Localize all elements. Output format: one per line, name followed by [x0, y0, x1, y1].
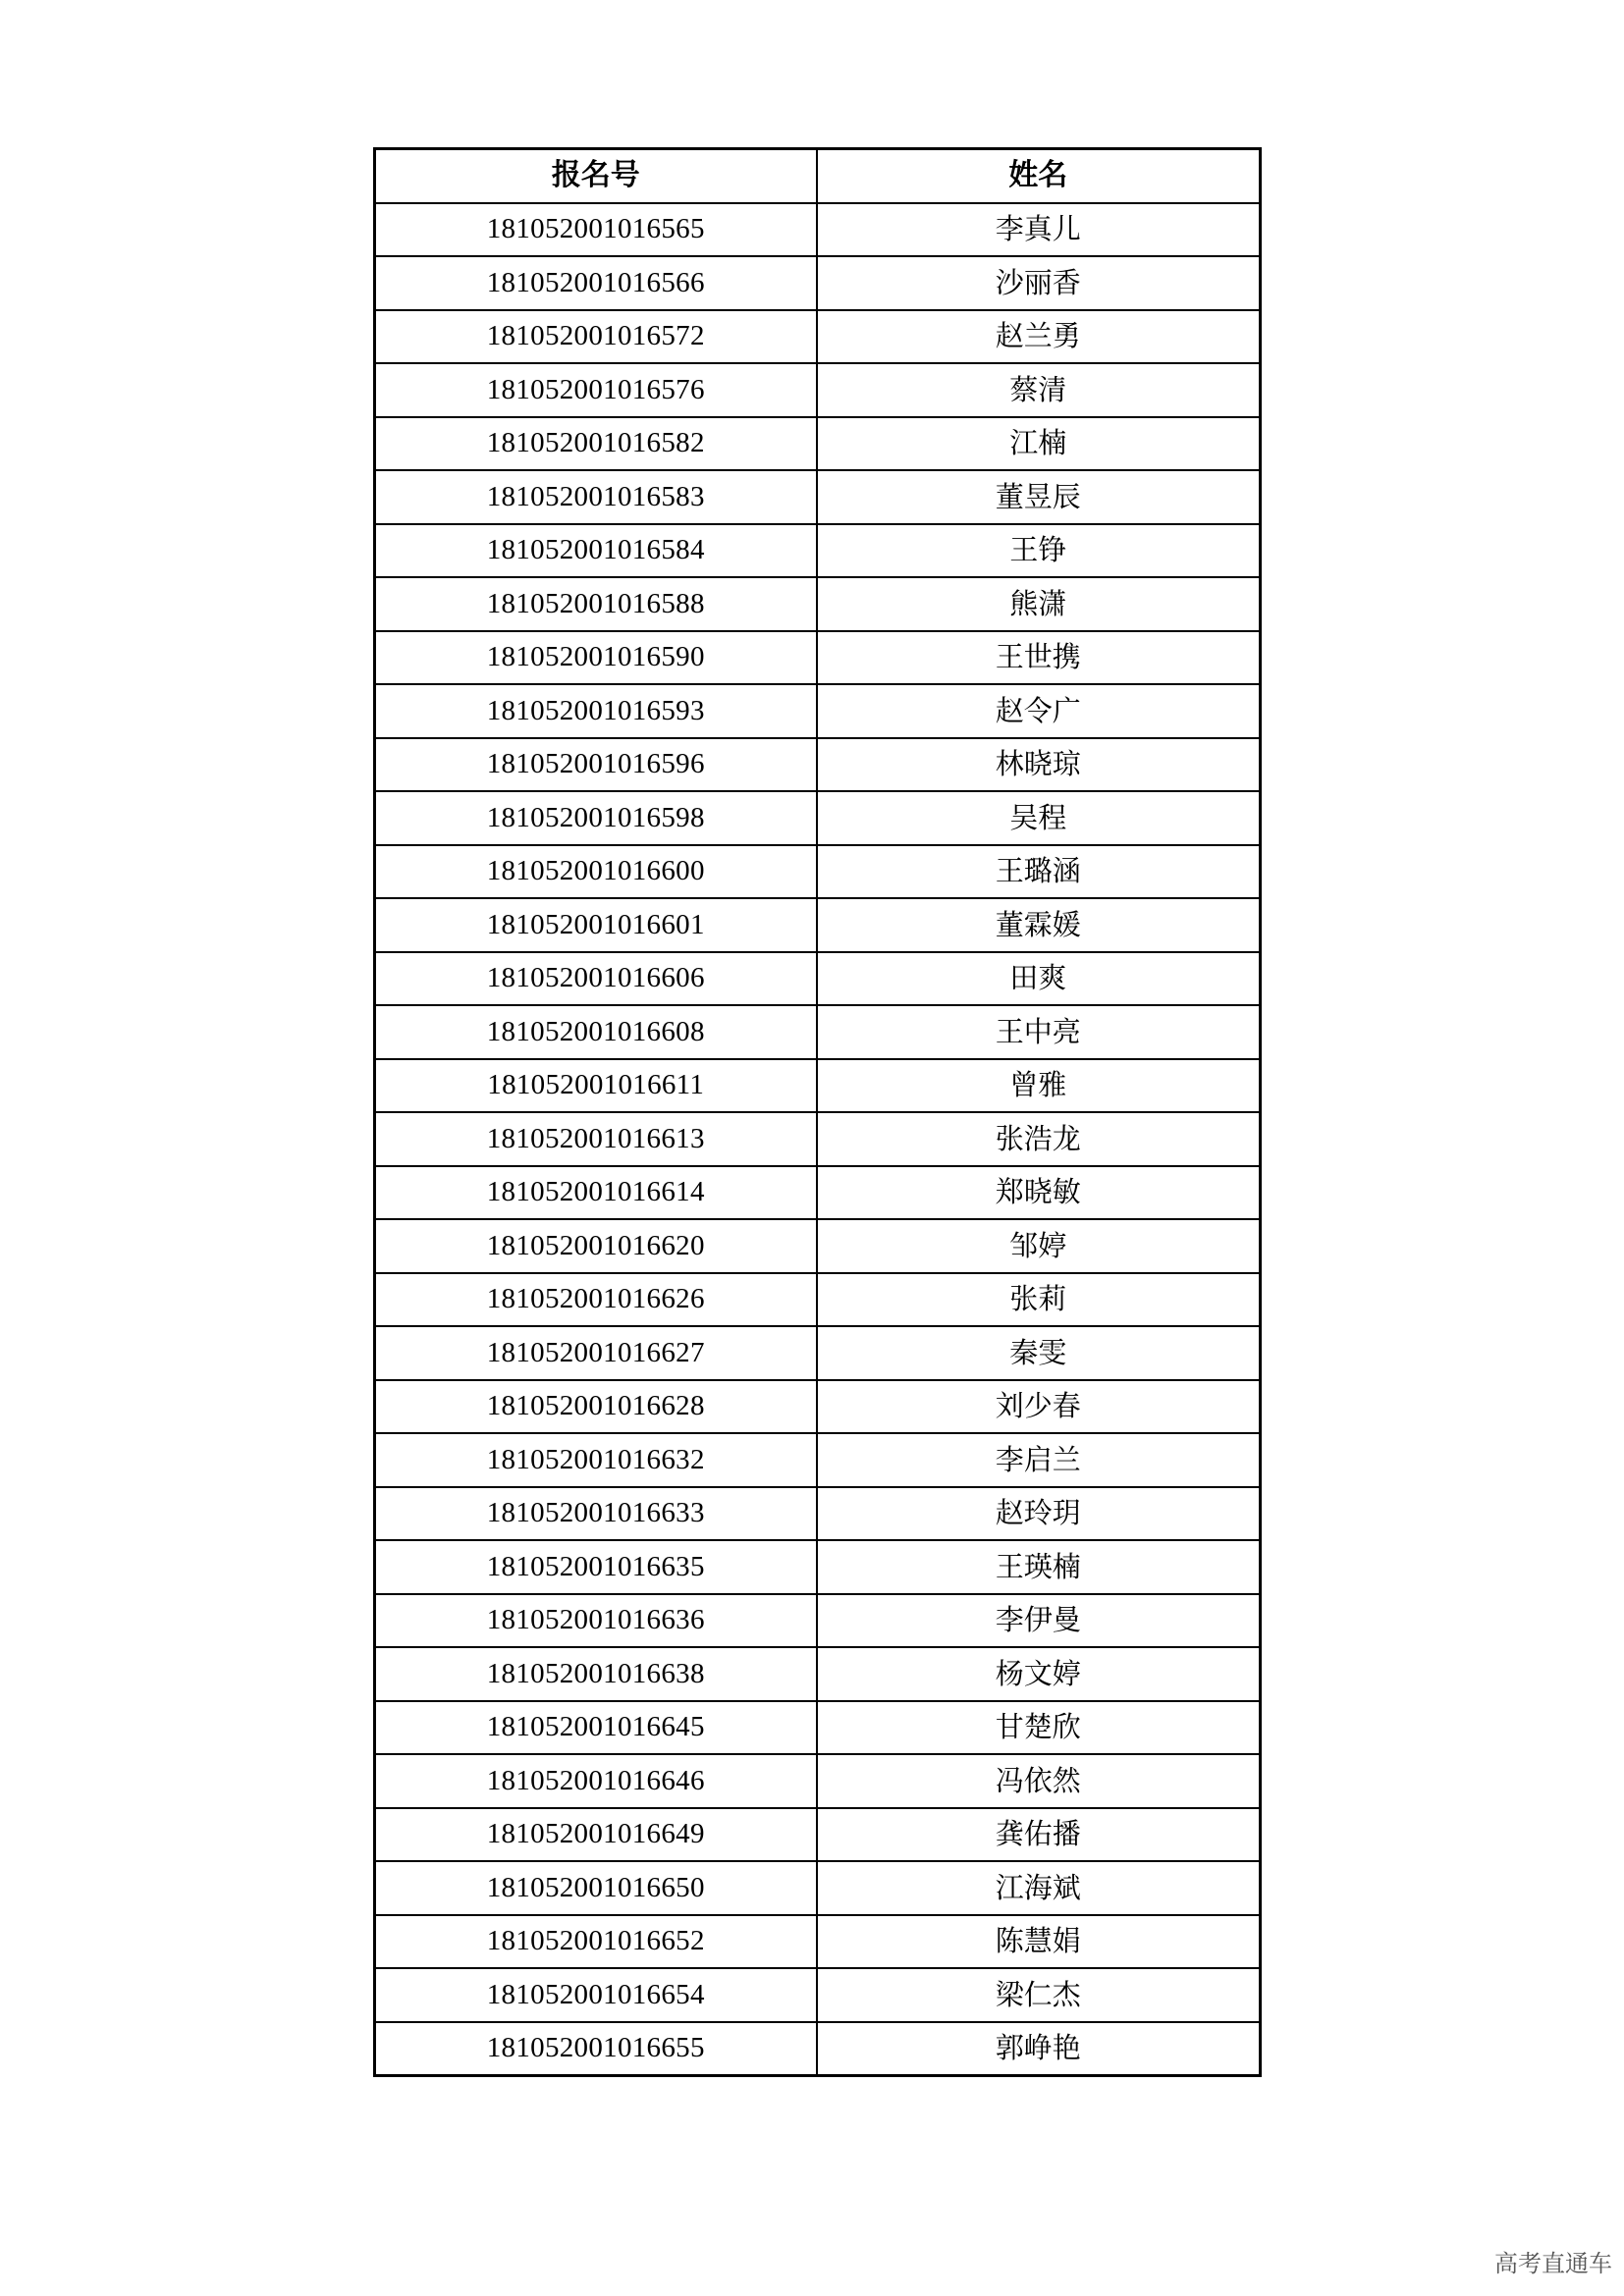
registration-number-cell: 181052001016627	[375, 1326, 817, 1380]
registration-number-cell: 181052001016628	[375, 1380, 817, 1434]
name-cell: 陈慧娟	[817, 1915, 1261, 1969]
name-cell: 林晓琼	[817, 738, 1261, 792]
registration-number-cell: 181052001016596	[375, 738, 817, 792]
name-cell: 郭峥艳	[817, 2022, 1261, 2076]
table-row	[375, 952, 1261, 1006]
table-row	[375, 1808, 1261, 1862]
registration-number-cell: 181052001016626	[375, 1273, 817, 1327]
registration-number-cell: 181052001016601	[375, 898, 817, 952]
table-row	[375, 1219, 1261, 1273]
name-cell: 王璐涵	[817, 845, 1261, 899]
registration-number-cell: 181052001016593	[375, 684, 817, 738]
name-cell: 梁仁杰	[817, 1968, 1261, 2022]
name-cell: 邹婷	[817, 1219, 1261, 1273]
name-cell: 赵玲玥	[817, 1487, 1261, 1541]
name-cell: 刘少春	[817, 1380, 1261, 1434]
registration-number-cell: 181052001016588	[375, 577, 817, 631]
table-row	[375, 203, 1261, 257]
registration-number-cell: 181052001016583	[375, 470, 817, 524]
name-cell: 张浩龙	[817, 1112, 1261, 1166]
name-cell: 李伊曼	[817, 1594, 1261, 1648]
table-row	[375, 845, 1261, 899]
watermark: 高考直通车	[1494, 2250, 1612, 2277]
name-cell: 蔡清	[817, 363, 1261, 417]
table-row	[375, 1005, 1261, 1059]
column-header-name: 姓名	[817, 149, 1261, 203]
name-cell: 王世携	[817, 631, 1261, 685]
roster-table-body	[375, 203, 1261, 2076]
table-row	[375, 1701, 1261, 1755]
registration-number-cell: 181052001016572	[375, 310, 817, 364]
registration-number-cell: 181052001016655	[375, 2022, 817, 2076]
registration-number-cell: 181052001016650	[375, 1861, 817, 1915]
name-cell: 曾雅	[817, 1059, 1261, 1113]
table-row	[375, 1915, 1261, 1969]
name-cell: 田爽	[817, 952, 1261, 1006]
registration-number-cell: 181052001016636	[375, 1594, 817, 1648]
registration-number-cell: 181052001016646	[375, 1754, 817, 1808]
registration-number-cell: 181052001016600	[375, 845, 817, 899]
table-row	[375, 1754, 1261, 1808]
registration-number-cell: 181052001016566	[375, 256, 817, 310]
table-row	[375, 1968, 1261, 2022]
registration-number-cell: 181052001016582	[375, 417, 817, 471]
registration-number-cell: 181052001016649	[375, 1808, 817, 1862]
column-header-registration-number: 报名号	[375, 149, 817, 203]
registration-number-cell: 181052001016590	[375, 631, 817, 685]
table-row	[375, 631, 1261, 685]
table-row	[375, 1487, 1261, 1541]
roster-table	[373, 147, 1262, 2077]
table-row	[375, 2022, 1261, 2076]
table-row	[375, 791, 1261, 845]
name-cell: 冯依然	[817, 1754, 1261, 1808]
registration-number-cell: 181052001016598	[375, 791, 817, 845]
table-row	[375, 1326, 1261, 1380]
name-cell: 秦雯	[817, 1326, 1261, 1380]
table-row	[375, 1380, 1261, 1434]
registration-number-cell: 181052001016608	[375, 1005, 817, 1059]
name-cell: 江楠	[817, 417, 1261, 471]
name-cell: 江海斌	[817, 1861, 1261, 1915]
registration-number-cell: 181052001016633	[375, 1487, 817, 1541]
registration-number-cell: 181052001016638	[375, 1647, 817, 1701]
table-row	[375, 417, 1261, 471]
name-cell: 甘楚欣	[817, 1701, 1261, 1755]
table-row	[375, 1166, 1261, 1220]
table-row	[375, 1647, 1261, 1701]
roster-table-header	[375, 149, 1261, 203]
table-row	[375, 310, 1261, 364]
registration-number-cell: 181052001016584	[375, 524, 817, 578]
name-cell: 董昱辰	[817, 470, 1261, 524]
name-cell: 熊潇	[817, 577, 1261, 631]
table-row	[375, 1540, 1261, 1594]
table-row	[375, 1594, 1261, 1648]
name-cell: 龚佑播	[817, 1808, 1261, 1862]
registration-number-cell: 181052001016654	[375, 1968, 817, 2022]
table-row	[375, 577, 1261, 631]
table-row	[375, 1433, 1261, 1487]
registration-number-cell: 181052001016635	[375, 1540, 817, 1594]
registration-number-cell: 181052001016632	[375, 1433, 817, 1487]
table-row	[375, 363, 1261, 417]
name-cell: 张莉	[817, 1273, 1261, 1327]
registration-number-cell: 181052001016614	[375, 1166, 817, 1220]
header-row	[375, 149, 1261, 203]
table-row	[375, 898, 1261, 952]
name-cell: 王铮	[817, 524, 1261, 578]
name-cell: 沙丽香	[817, 256, 1261, 310]
registration-number-cell: 181052001016620	[375, 1219, 817, 1273]
registration-number-cell: 181052001016611	[375, 1059, 817, 1113]
name-cell: 赵兰勇	[817, 310, 1261, 364]
name-cell: 赵令广	[817, 684, 1261, 738]
name-cell: 王中亮	[817, 1005, 1261, 1059]
name-cell: 王瑛楠	[817, 1540, 1261, 1594]
table-row	[375, 684, 1261, 738]
table-row	[375, 470, 1261, 524]
name-cell: 李启兰	[817, 1433, 1261, 1487]
table-row	[375, 1273, 1261, 1327]
name-cell: 吴程	[817, 791, 1261, 845]
table-row	[375, 1861, 1261, 1915]
registration-number-cell: 181052001016652	[375, 1915, 817, 1969]
name-cell: 杨文婷	[817, 1647, 1261, 1701]
registration-number-cell: 181052001016606	[375, 952, 817, 1006]
table-row	[375, 1059, 1261, 1113]
registration-number-cell: 181052001016565	[375, 203, 817, 257]
table-row	[375, 738, 1261, 792]
table-row	[375, 1112, 1261, 1166]
registration-number-cell: 181052001016576	[375, 363, 817, 417]
table-row	[375, 524, 1261, 578]
name-cell: 李真儿	[817, 203, 1261, 257]
registration-number-cell: 181052001016613	[375, 1112, 817, 1166]
name-cell: 郑晓敏	[817, 1166, 1261, 1220]
registration-number-cell: 181052001016645	[375, 1701, 817, 1755]
table-row	[375, 256, 1261, 310]
name-cell: 董霖媛	[817, 898, 1261, 952]
